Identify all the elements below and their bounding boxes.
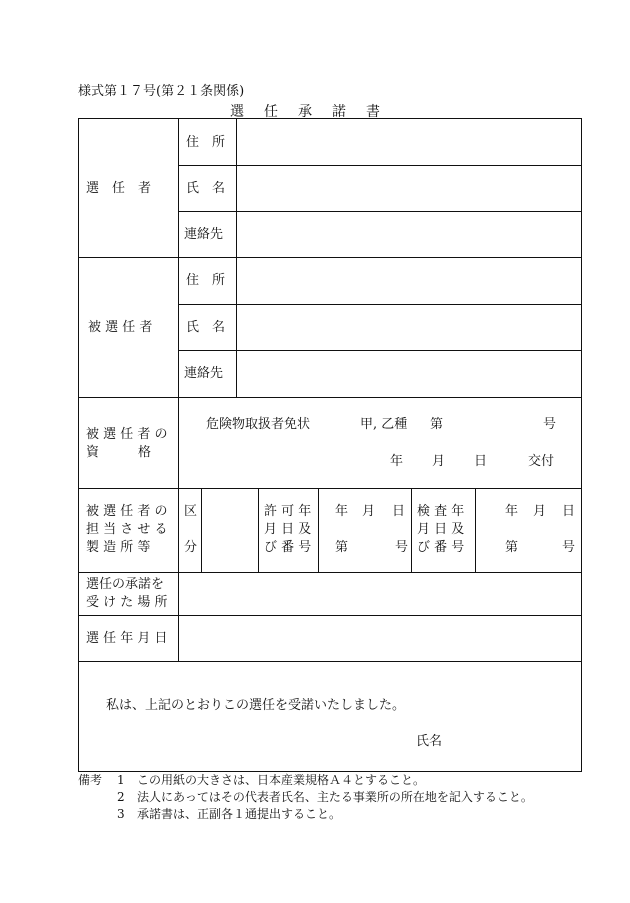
permit-field[interactable] <box>319 489 410 571</box>
appointee-address-field[interactable] <box>237 258 581 303</box>
note-text: 承諾書は、正副各１通提出すること。 <box>137 807 342 821</box>
appointee-label: 被 選 任 者 <box>88 320 153 335</box>
license-number-prefix: 第 <box>430 417 444 432</box>
inspection-month-label: 月 <box>533 504 547 519</box>
note-number: 3 <box>117 807 125 821</box>
appointee-address-label: 住 所 <box>186 273 226 288</box>
qualification-label: 被 選 任 者 の <box>86 427 168 442</box>
inspection-number-prefix: 第 <box>505 540 519 555</box>
permit-year-label: 年 <box>335 504 349 519</box>
appointer-name-field[interactable] <box>237 166 581 210</box>
appointee-name-label: 氏 名 <box>186 320 226 335</box>
place-label: 選任の承諾を <box>86 577 165 592</box>
notes-heading: 備考 <box>78 773 103 787</box>
place-field[interactable] <box>179 573 581 614</box>
license-number-field[interactable] <box>448 413 540 435</box>
signature-name-label: 氏名 <box>416 734 443 749</box>
appointee-contact-field[interactable] <box>237 351 581 396</box>
permit-label: び 番 号 <box>264 540 312 555</box>
permit-month-label: 月 <box>362 504 376 519</box>
appointee-contact-label: 連絡先 <box>184 366 224 381</box>
kubun-label: 分 <box>184 540 198 555</box>
row-divider <box>78 661 582 662</box>
column-divider <box>411 488 412 572</box>
permit-label: 月 日 及 <box>264 522 312 537</box>
inspection-field[interactable] <box>476 489 581 571</box>
inspection-label: 検 査 年 <box>417 504 465 519</box>
appointment-date-field[interactable] <box>179 616 581 660</box>
permit-day-label: 日 <box>392 504 406 519</box>
permit-number-prefix: 第 <box>335 540 349 555</box>
appointee-name-field[interactable] <box>237 305 581 349</box>
permit-label: 許 可 年 <box>264 504 312 519</box>
license-class: 甲, 乙種 <box>360 417 408 432</box>
kubun-label: 区 <box>184 504 198 519</box>
appointer-contact-field[interactable] <box>237 212 581 256</box>
issue-year-label: 年 <box>390 454 404 469</box>
appointment-date-label: 選 任 年 月 日 <box>86 631 168 646</box>
inspection-year-label: 年 <box>505 504 519 519</box>
issue-day-label: 日 <box>474 454 488 469</box>
inspection-day-label: 日 <box>562 504 576 519</box>
place-label: 受 け た 場 所 <box>86 595 168 610</box>
facility-label: 担 当 さ せ る <box>86 522 168 537</box>
note-text: 法人にあってはその代表者氏名、主たる事業所の所在地を記入すること。 <box>137 790 533 804</box>
inspection-label: 月 日 及 <box>417 522 465 537</box>
inspection-number-suffix: 号 <box>562 540 576 555</box>
issue-month-label: 月 <box>432 454 446 469</box>
appointer-address-field[interactable] <box>237 119 581 164</box>
note-number: 2 <box>117 790 125 804</box>
appointer-address-label: 住 所 <box>186 135 226 150</box>
appointer-label: 選 任 者 <box>86 181 152 196</box>
acceptance-statement: 私は、上記のとおりこの選任を受諾いたしました。 <box>106 698 406 713</box>
form-number: 様式第１７号(第２１条関係) <box>78 84 245 99</box>
license-label: 危険物取扱者免状 <box>206 417 311 432</box>
permit-number-suffix: 号 <box>395 540 409 555</box>
facility-label: 製 造 所 等 <box>86 540 151 555</box>
note-number: 1 <box>117 773 125 787</box>
issued-label: 交付 <box>528 454 555 469</box>
issue-date-field[interactable] <box>330 448 520 472</box>
signature-name-field[interactable] <box>446 728 576 754</box>
license-number-suffix: 号 <box>543 417 557 432</box>
inspection-label: び 番 号 <box>417 540 465 555</box>
appointer-contact-label: 連絡先 <box>184 227 224 242</box>
row-divider <box>78 397 582 398</box>
note-text: この用紙の大きさは、日本産業規格Ａ４とすること。 <box>137 773 426 787</box>
kubun-field[interactable] <box>202 489 257 571</box>
column-divider <box>258 488 259 572</box>
facility-label: 被 選 任 者 の <box>86 504 168 519</box>
qualification-label: 資 格 <box>86 445 152 460</box>
appointer-name-label: 氏 名 <box>186 181 226 196</box>
document-title: 選任承諾書 <box>230 104 400 120</box>
